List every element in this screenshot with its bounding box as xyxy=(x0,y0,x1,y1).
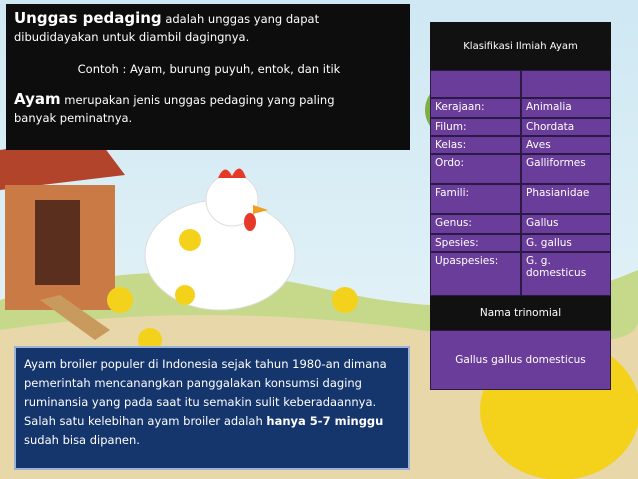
table-key xyxy=(430,70,521,98)
table-key: Genus: xyxy=(430,214,521,234)
table-row xyxy=(430,234,611,252)
table-value xyxy=(521,70,611,98)
broiler-callout xyxy=(14,346,410,470)
trinomial-label: Nama trinomial xyxy=(430,296,611,330)
table-value: Aves xyxy=(521,136,611,154)
intro-callout xyxy=(6,4,410,150)
broiler-bold: hanya 5-7 minggu xyxy=(266,414,384,428)
table-value: G. gallus xyxy=(521,234,611,252)
table-value: Phasianidae xyxy=(521,184,611,214)
heading-ayam: Ayam xyxy=(14,90,61,108)
table-value: G. g. domesticus xyxy=(521,252,611,296)
broiler-text: Ayam broiler populer di Indonesia sejak tahun 1980-an dimana pemerintah mencanangkan panggalakan konsumsi daging ruminansia yang pada saat itu semakin sulit keberadaannya. Salah satu kelebihan ayam broiler adalah xyxy=(24,357,387,428)
table-header: Klasifikasi Ilmiah Ayam xyxy=(430,22,611,70)
table-value: Galliformes xyxy=(521,154,611,184)
trinomial-value: Gallus gallus domesticus xyxy=(430,330,611,390)
table-row xyxy=(430,70,611,98)
table-row xyxy=(430,214,611,234)
table-key: Kelas: xyxy=(430,136,521,154)
table-row xyxy=(430,252,611,296)
intro-text-2: dibudidayakan untuk diambil dagingnya. xyxy=(14,30,250,44)
ayam-text-2: banyak peminatnya. xyxy=(14,111,133,125)
table-row xyxy=(430,184,611,214)
heading-unggas-pedaging: Unggas pedaging xyxy=(14,9,162,27)
table-key: Upaspesies: xyxy=(430,252,521,296)
classification-table xyxy=(430,22,611,390)
ayam-text: merupakan jenis unggas pedaging yang paling xyxy=(60,93,335,107)
table-value: Gallus xyxy=(521,214,611,234)
table-row xyxy=(430,154,611,184)
table-key: Ordo: xyxy=(430,154,521,184)
table-row xyxy=(430,98,611,118)
intro-text: adalah unggas yang dapat xyxy=(161,12,320,26)
table-row xyxy=(430,136,611,154)
table-key: Spesies: xyxy=(430,234,521,252)
table-key: Kerajaan: xyxy=(430,98,521,118)
example-text: Contoh : Ayam, burung puyuh, entok, dan itik xyxy=(77,62,341,76)
table-key: Famili: xyxy=(430,184,521,214)
broiler-text-end: sudah bisa dipanen. xyxy=(24,433,140,447)
table-key: Filum: xyxy=(430,118,521,136)
table-value: Animalia xyxy=(521,98,611,118)
table-row xyxy=(430,118,611,136)
table-value: Chordata xyxy=(521,118,611,136)
